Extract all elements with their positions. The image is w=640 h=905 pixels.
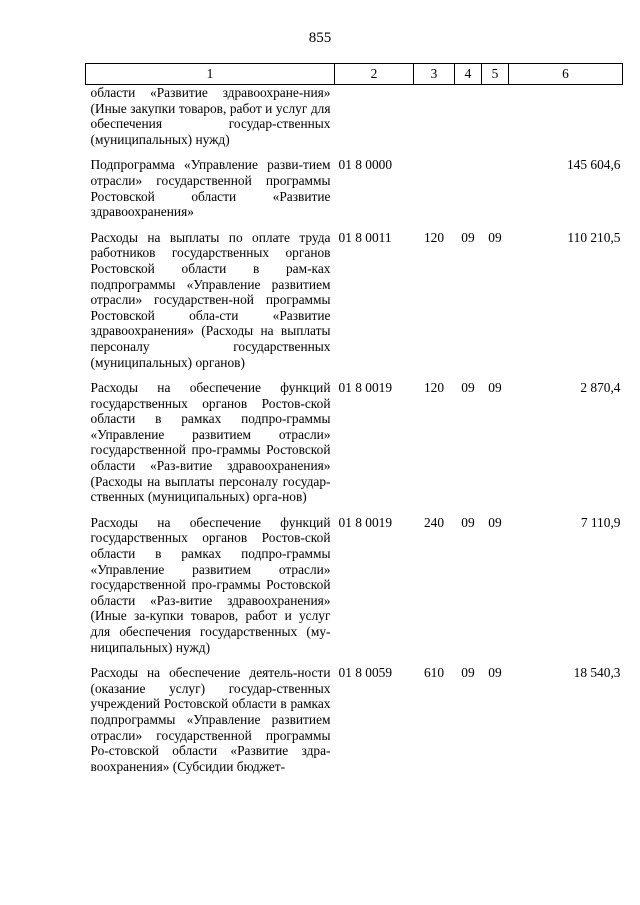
page-number: 855 [308,30,332,46]
row-section-cell: 09 [461,514,475,530]
row-section-cell [455,85,482,158]
row-target-article-cell: 01 8 0019 [338,514,393,530]
column-header-section: 4 [455,64,482,85]
row-section-cell: 09 [461,380,475,396]
row-expense-type-cell [414,157,455,229]
row-name-cell: Расходы на обеспечение функций государственных органов Ростов-ской области в рамках подпро-граммы «Управление развитием отрасли» государственной про-граммы Ростовской области «Раз-витие здравоохранения» (Иные за-купки товаров, работ и услуг для обеспечения государственных (му-ниципальных) нужд) [90,514,331,655]
row-amount-cell: 110 210,5 [567,229,621,245]
row-subsection-cell: 09 [488,665,502,681]
row-section-cell: 09 [461,229,475,245]
column-header-expense-type: 3 [414,64,455,85]
budget-table [85,63,623,784]
row-expense-type-cell: 610 [423,665,445,681]
row-target-article-cell: 01 8 0000 [338,157,393,173]
row-amount-cell: 2 870,4 [580,380,621,396]
table-row [86,230,623,380]
row-section-cell: 09 [461,665,475,681]
row-expense-type-cell [414,85,455,158]
row-amount-cell [509,85,623,158]
row-name-cell: Расходы на обеспечение деятель-ности (оказание услуг) государ-ственных учреждений Ростовской области в рамках подпрограммы «Управление развитием отрасли» государственной программы Ро-стовской области «Развитие здра-воохранения» (Субсидии бюджет- [90,665,331,774]
table-row [86,85,623,158]
row-target-article-cell: 01 8 0011 [338,229,392,245]
row-target-article-cell [335,85,414,158]
column-header-amount: 6 [509,64,623,85]
table-row [86,515,623,665]
row-subsection-cell: 09 [488,380,502,396]
row-section-cell [455,157,482,229]
row-amount-cell: 145 604,6 [566,157,621,173]
row-amount-cell: 18 540,3 [573,665,621,681]
row-expense-type-cell: 120 [423,229,445,245]
table-row [86,157,623,229]
row-subsection-cell [482,85,509,158]
row-subsection-cell: 09 [488,229,502,245]
row-amount-cell: 7 110,9 [580,514,621,530]
row-target-article-cell: 01 8 0059 [338,665,393,681]
table-row [86,665,623,784]
row-name-cell: Расходы на выплаты по оплате труда работников государственных органов Ростовской области в рам-ках подпрограммы «Управление развитием отрасли» государствен-ной программы Ростовской обла-сти «Развитие здравоохранения» (Расходы на выплаты персоналу государственных (муниципальных) органов) [90,229,331,370]
table-header-row [86,64,623,85]
row-name-cell: Подпрограмма «Управление разви-тием отрасли» государственной программы Ростовской области «Развитие здравоохранения» [90,157,331,220]
row-expense-type-cell: 240 [423,514,445,530]
row-subsection-cell [482,157,509,229]
row-expense-type-cell: 120 [423,380,445,396]
column-header-name: 1 [86,64,335,85]
column-header-target-article: 2 [335,64,414,85]
column-header-subsection: 5 [482,64,509,85]
table-row [86,380,623,515]
row-subsection-cell: 09 [488,514,502,530]
row-target-article-cell: 01 8 0019 [338,380,393,396]
row-name-cell: Расходы на обеспечение функций государственных органов Ростов-ской области в рамках подпро-граммы «Управление развитием отрасли» государственной про-граммы Ростовской области «Раз-витие здравоохранения» (Расходы на выплаты персоналу государ-ственных (муниципальных) орга-нов) [90,380,331,505]
row-name-cell: области «Развитие здравоохране-ния» (Иные закупки товаров, работ и услуг для обеспечения государ-ственных (муниципальных) нужд) [90,85,331,147]
